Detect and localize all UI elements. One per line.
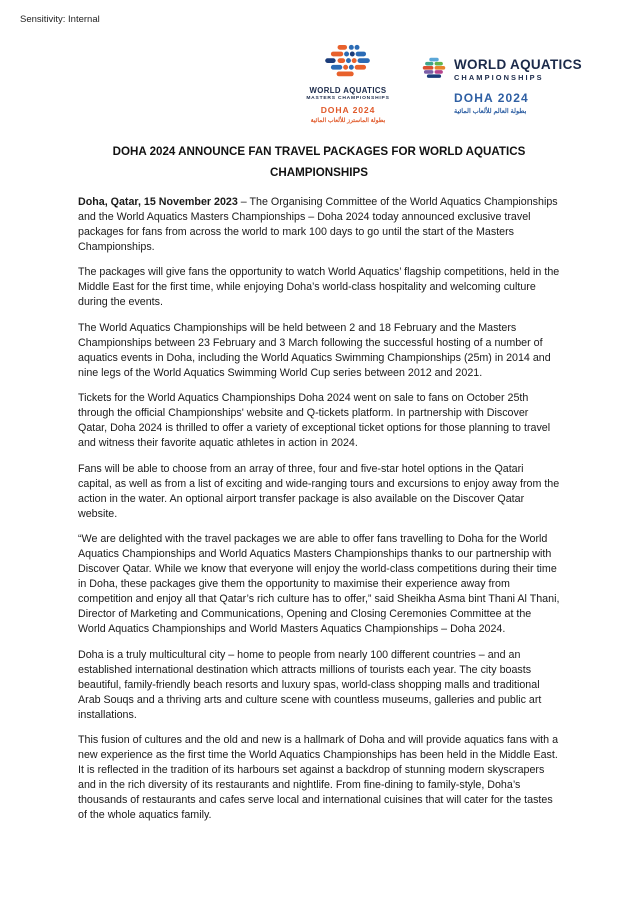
paragraph-text: “We are delighted with the travel packages we are able to offer fans travelling to Doha for the World Aquatics Championships and World Aquatics Masters Championships thanks to our partnership with Discover Qatar. While we know that everyone will enjoy the world-class competitions during their time in Doha, these packages give them the opportunity to maximise their experience away from competition and enjoy all that Qatar’s rich culture has to offer,” said Sheikha Asma bint Thani Al Thani, Director of Marketing and Communications, Opening and Closing Ceremonies Committee at the World Aquatics Championships and World Masters Aquatics Championships – Doha 2024. (78, 533, 560, 636)
championships-logo-wordmark (454, 57, 582, 82)
paragraph-lead: Doha, Qatar, 15 November 2023 (78, 195, 238, 208)
paragraph-text: Tickets for the World Aquatics Championships Doha 2024 went on sale to fans on October 25th through the official Championships' website and Q-tickets platform. In partnership with Discover Qatar, Doha 2024 is thrilled to offer a variety of exceptional ticket options for those planning to travel and witness their favorite aquatic athletes in action in 2024. (78, 392, 551, 450)
page-title: DOHA 2024 ANNOUNCE FAN TRAVEL PACKAGES FOR WORLD AQUATICS CHAMPIONSHIPS (112, 145, 526, 179)
paragraph (78, 391, 560, 451)
paragraph-text: The packages will give fans the opportunity to watch World Aquatics’ flagship competitions, held in the Middle East for the first time, while enjoying Doha’s world-class hospitality and welcoming culture during the events. (78, 266, 560, 309)
paragraph (78, 733, 560, 823)
masters-logo-subtitle: MASTERS CHAMPIONSHIPS (306, 96, 390, 101)
championships-logo-name: WORLD AQUATICS (454, 56, 582, 72)
masters-logo-mark-icon (321, 44, 375, 82)
masters-logo-arabic: بطولة الماسترز للألعاب المائية (310, 118, 386, 124)
paragraph (78, 321, 560, 381)
championships-logo-arabic: بطولة العالم للألعاب المائية (454, 108, 527, 115)
document-body (78, 142, 560, 834)
championships-logo-event: DOHA 2024 (454, 91, 529, 105)
paragraph (78, 265, 560, 310)
world-aquatics-globe-icon (421, 56, 447, 82)
paragraph (78, 462, 560, 522)
masters-logo-event: DOHA 2024 (320, 105, 376, 115)
championships-logo-subtitle: CHAMPIONSHIPS (454, 72, 544, 82)
paragraph-text: – The Organising Committee of the World Aquatics Championships and the World Aquatics Masters Championships – Doha 2024 today announced exclusive travel packages for fans from across the world to mark 100 days to go until the start of the Masters Championships. (78, 195, 558, 253)
sensitivity-label: Sensitivity: Internal (20, 14, 100, 25)
paragraph-quote (78, 532, 560, 637)
logo-area (299, 44, 582, 124)
paragraph-text: Doha is a truly multicultural city – home to people from nearly 100 different countries – and an established international destination which attracts millions of tourists each year. The city boasts beautiful, family-friendly beach resorts and luxury spas, world-class shopping malls and traditional Arab Souqs and a thriving arts and culture scene with countless museums, galleries and public art installations. (78, 648, 542, 721)
paragraph (78, 648, 560, 723)
paragraph-dateline (78, 195, 560, 255)
masters-championships-logo (299, 44, 397, 124)
paragraph-text: The World Aquatics Championships will be held between 2 and 18 February and the Masters Championships between 23 February and 3 March following the successful hosting of a number of aquatics events in Doha, including the World Aquatics Swimming Championships (25m) in 2014 and nine legs of the World Aquatics Swimming World Cup series between 2012 and 2021. (78, 321, 551, 379)
masters-logo-name: WORLD AQUATICS (309, 86, 387, 95)
paragraph-text: This fusion of cultures and the old and new is a hallmark of Doha and will provide aquatics fans with a new experience as the first time the World Aquatics Championships has been held in the Middle East. It is reflected in the tradition of its harbours set against a backdrop of stunning modern skyscrapers and in the rich diversity of its restaurants and nightlife. From fine-dining to family-style, Doha’s thousands of restaurants and cafes serve local and international cuisines that will cater for the tastes of the whole aquatics family. (78, 734, 559, 822)
championships-logo-header (421, 56, 582, 82)
world-aquatics-championships-logo (421, 44, 582, 115)
paragraph-text: Fans will be able to choose from an array of three, four and five-star hotel options in the Qatari capital, as well as from a list of exciting and wide-ranging tours and excursions to enjoy away from the action in the water. An optional airport transfer package is also available on the Discover Qatar website. (78, 462, 560, 520)
